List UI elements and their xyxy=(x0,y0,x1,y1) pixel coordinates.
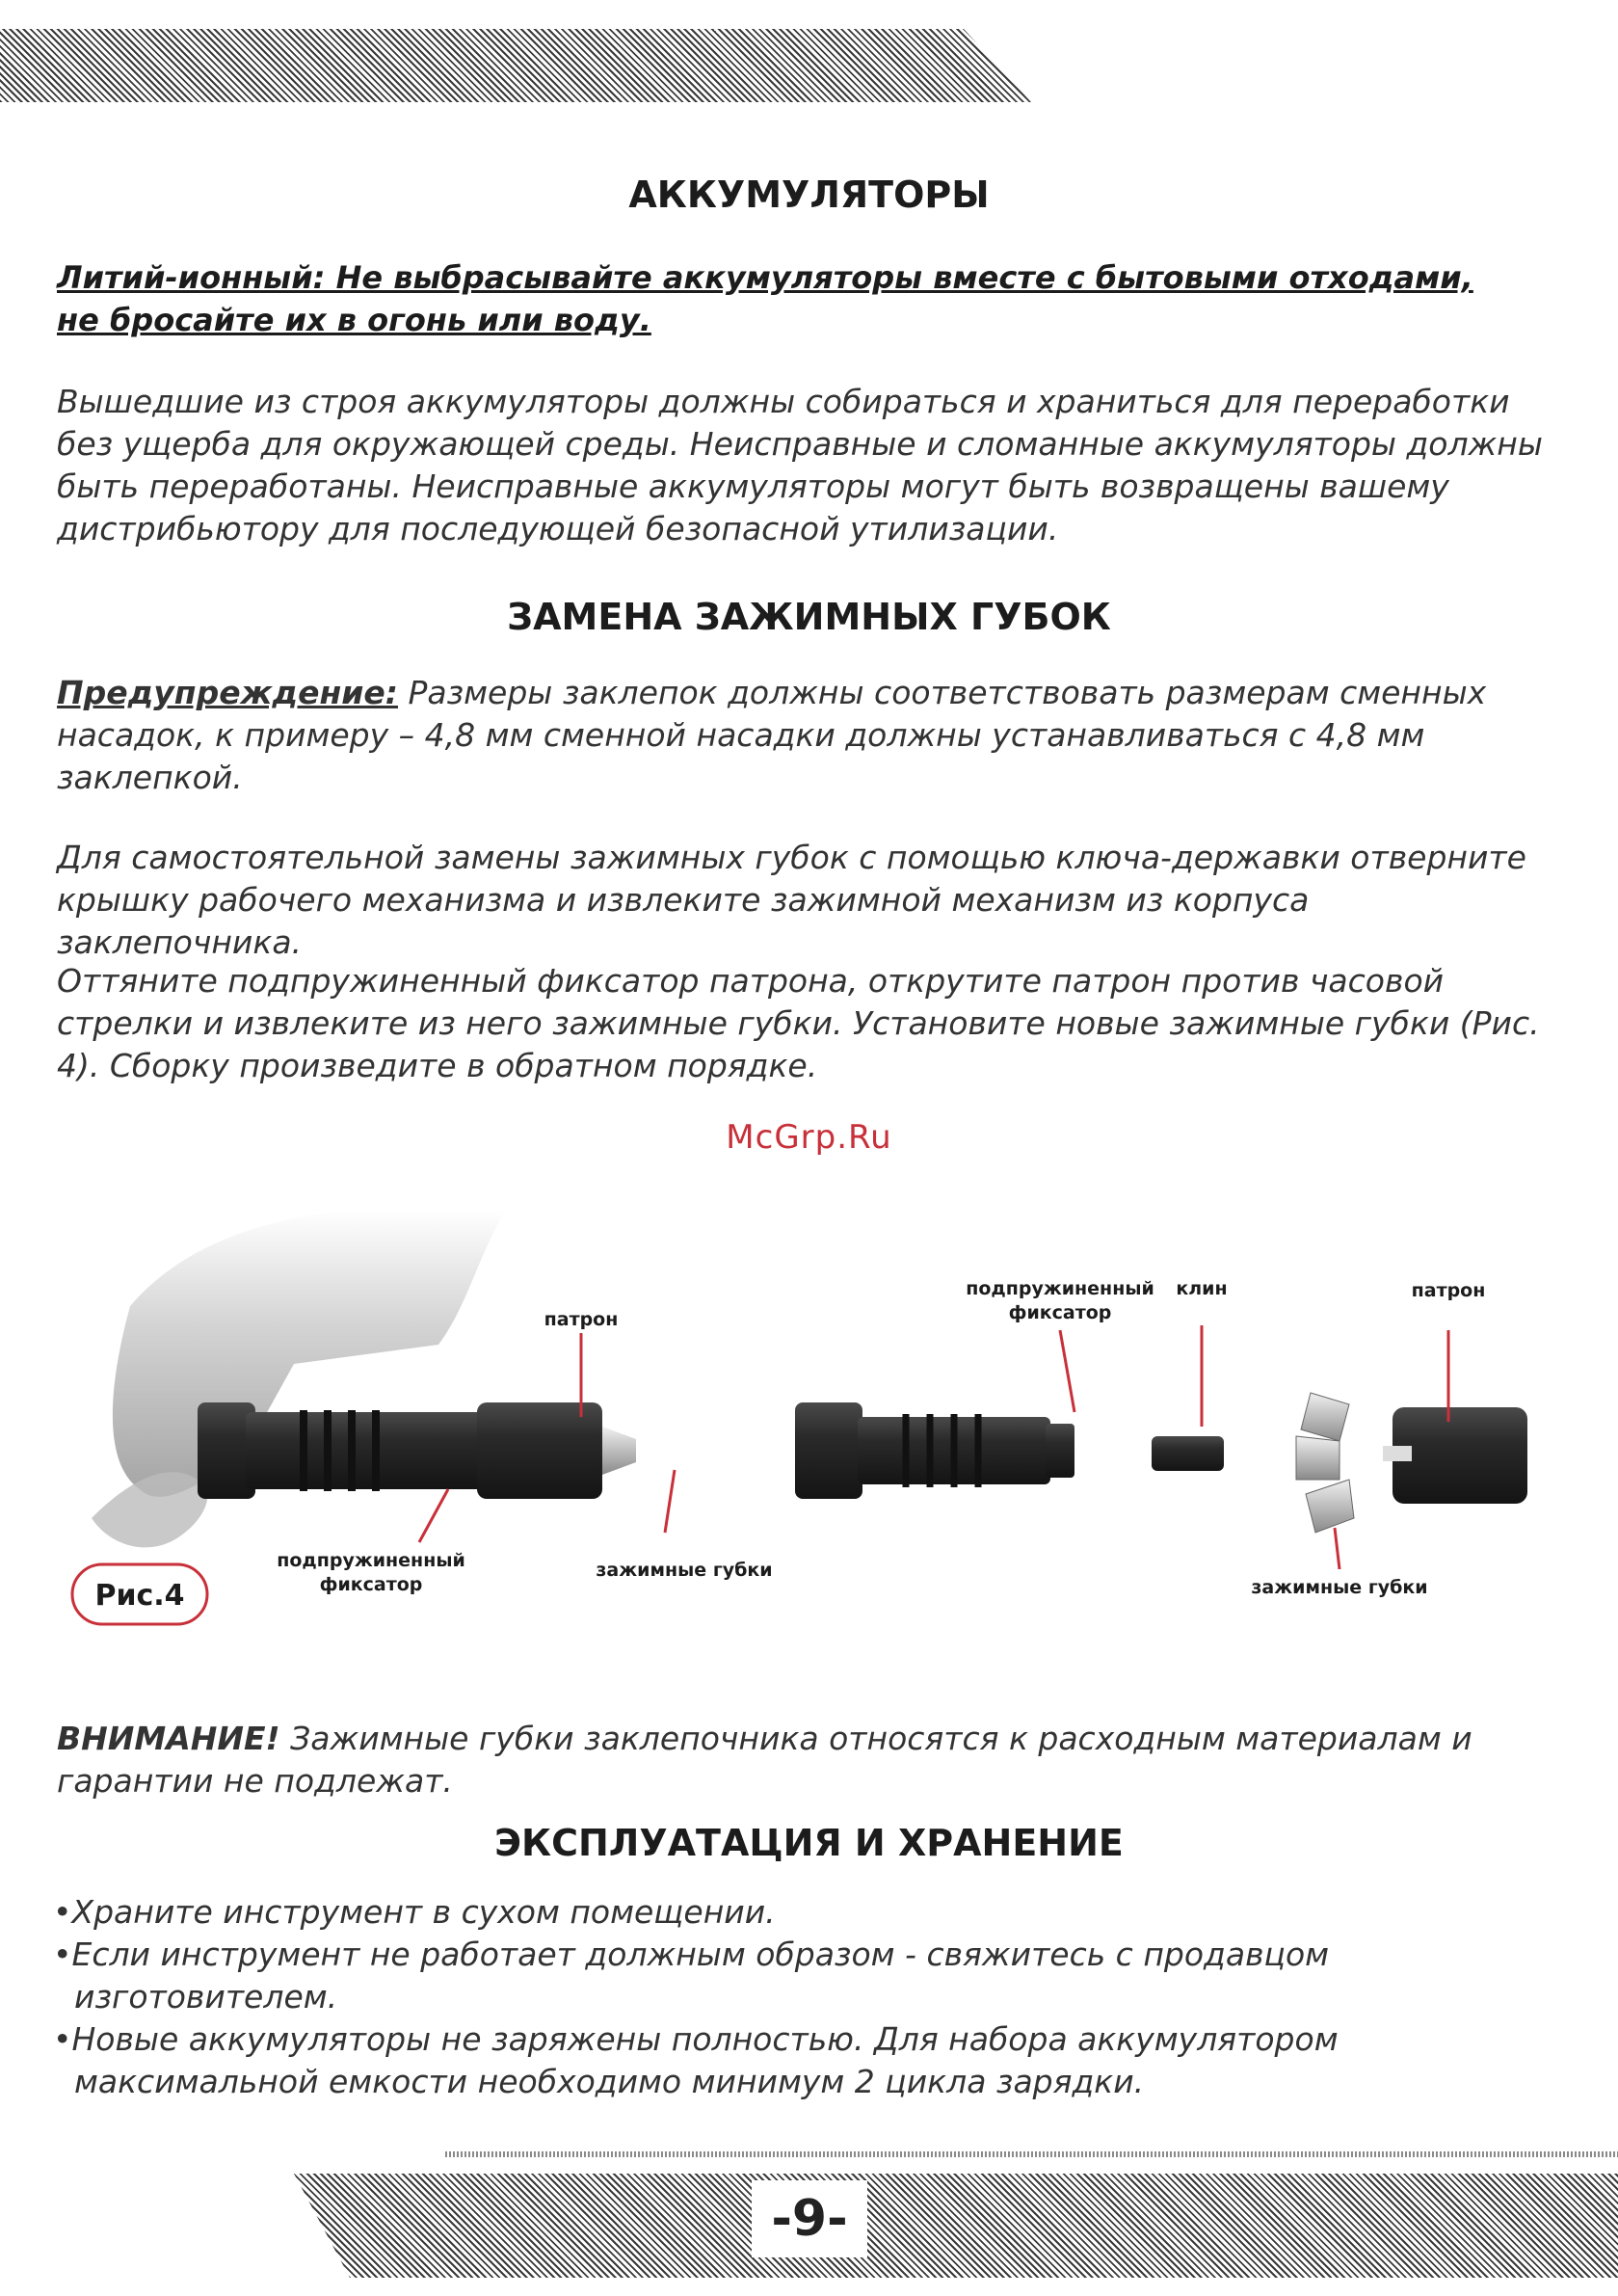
figure-4 xyxy=(53,1200,1576,1653)
rivet-size-warning xyxy=(57,672,1560,799)
attention-text: Зажимные губки заклепочника относятся к расходным материалам и гарантии не подлежат. xyxy=(57,1720,1472,1800)
operation-bullets xyxy=(53,1891,1576,2103)
disassembled-parts xyxy=(795,1393,1527,1533)
attention-note xyxy=(57,1718,1560,1802)
list-item: •Если инструмент не работает должным образом - свяжитесь с продавцом изготовителем. xyxy=(53,1936,1330,2016)
warning-label: Предупреждение: xyxy=(57,674,398,711)
figure-caption: Рис.4 xyxy=(94,1579,185,1613)
notice-line-1: Литий-ионный: Не выбрасывайте аккумуляторы вместе с бытовыми отходами, xyxy=(57,259,1473,296)
watermark: McGrp.Ru xyxy=(726,1118,892,1157)
assembled-mechanism xyxy=(198,1402,636,1499)
label-jaws-left: зажимные губки xyxy=(596,1560,773,1581)
jaws-instructions-1: Для самостоятельной замены зажимных губок с помощью ключа-державки отверните крышку рабочего механизма и извлеките зажимной механизм из корпуса заклепочника. xyxy=(57,839,1526,961)
footer-dotted-rule xyxy=(445,2151,1618,2157)
attention-label: ВНИМАНИЕ! xyxy=(57,1720,280,1757)
footer-hatch-band xyxy=(294,2174,1618,2278)
label-jaws-right: зажимные губки xyxy=(1251,1577,1428,1598)
page-number: -9- xyxy=(752,2180,867,2257)
label-wedge: клин xyxy=(1176,1278,1228,1299)
section-title-operation: ЭКСПЛУАТАЦИЯ И ХРАНЕНИЕ xyxy=(494,1822,1124,1864)
label-chuck-left: патрон xyxy=(544,1309,619,1330)
battery-recycling-text: Вышедшие из строя аккумуляторы должны собираться и храниться для переработки без ущерба для окружающей среды. Неисправные и сломанные аккумуляторы должны быть переработаны. Неисправные аккумуляторы могут быть возвращены вашему дистрибьютору для последующей безопасной утилизации. xyxy=(57,383,1543,547)
label-latch-right-1: подпружиненный xyxy=(966,1278,1154,1299)
label-latch-right-2: фиксатор xyxy=(1008,1302,1112,1323)
label-latch-left-2: фиксатор xyxy=(319,1574,423,1595)
section-title-batteries: АККУМУЛЯТОРЫ xyxy=(628,174,990,216)
label-chuck-right: патрон xyxy=(1411,1280,1486,1301)
section-title-jaws: ЗАМЕНА ЗАЖИМНЫХ ГУБОК xyxy=(507,596,1111,638)
notice-line-2: не бросайте их в огонь или воду. xyxy=(57,302,651,338)
label-latch-left-1: подпружиненный xyxy=(277,1550,465,1571)
list-item: •Храните инструмент в сухом помещении. xyxy=(53,1893,776,1931)
rivet-tool-illustration xyxy=(53,1200,1576,1653)
jaws-instructions-2: Оттяните подпружиненный фиксатор патрона, открутите патрон против часовой стрелки и извлеките из него зажимные губки. Установите новые зажимные губки (Рис. 4). Сборку произведите в обратном порядке. xyxy=(57,962,1540,1084)
list-item: •Новые аккумуляторы не заряжены полностью. Для набора аккумулятором максимальной емкости необходимо минимум 2 цикла зарядки. xyxy=(53,2020,1339,2100)
warning-text: Размеры заклепок должны соответствовать размерам сменных насадок, к примеру – 4,8 мм сменной насадки должны устанавливаться с 4,8 мм заклепкой. xyxy=(57,674,1487,796)
battery-disposal-notice xyxy=(57,256,1560,341)
header-hatch-band xyxy=(0,29,1031,102)
